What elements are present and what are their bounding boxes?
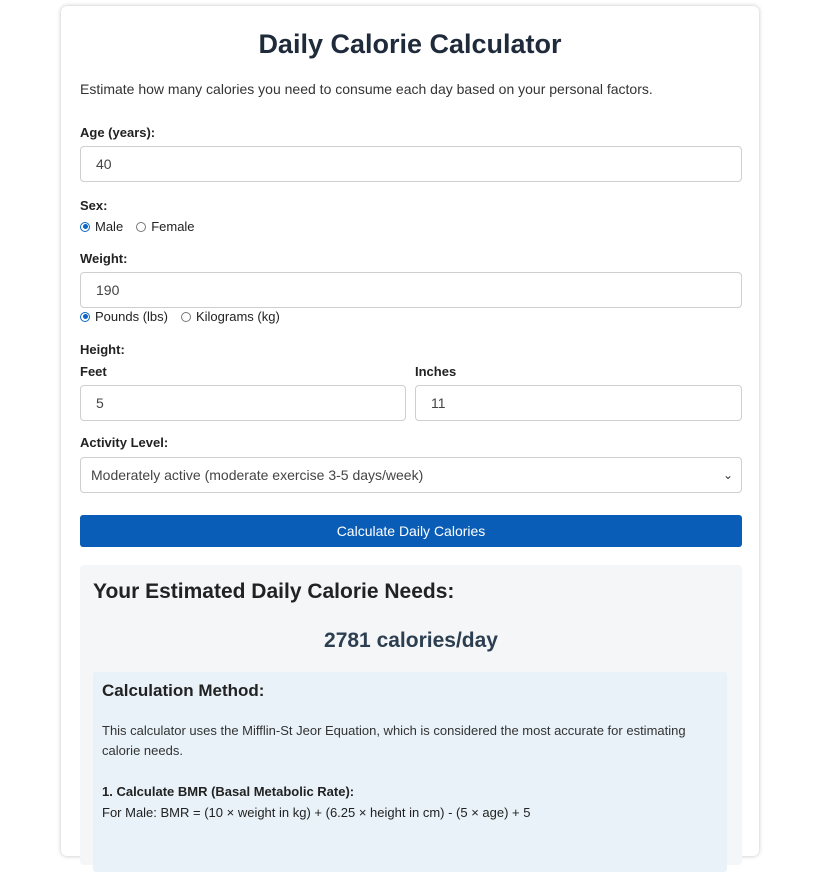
- activity-selected-value: Moderately active (moderate exercise 3-5 days/week): [91, 467, 424, 483]
- female-label: Female: [151, 219, 195, 234]
- lbs-radio[interactable]: [80, 312, 90, 322]
- calculation-method-box: [93, 672, 727, 872]
- results-panel: [80, 565, 742, 865]
- feet-label: Feet: [80, 364, 107, 379]
- age-input[interactable]: 40: [80, 146, 742, 182]
- activity-select[interactable]: [80, 457, 742, 493]
- male-label: Male: [95, 219, 124, 234]
- unit-option-lbs[interactable]: [80, 309, 168, 324]
- unit-option-kg[interactable]: [181, 309, 280, 324]
- feet-input[interactable]: 5: [80, 385, 406, 421]
- sex-label: Sex:: [80, 198, 108, 213]
- method-step-bmr: 1. Calculate BMR (Basal Metabolic Rate):: [102, 784, 355, 799]
- method-description: This calculator uses the Mifflin-St Jeor Equation, which is considered the most accurate for estimating calorie needs.: [102, 723, 686, 758]
- sex-option-male[interactable]: [80, 219, 123, 234]
- calorie-result: 2781 calories/day: [324, 629, 498, 652]
- sex-radio-group: [80, 219, 208, 234]
- weight-unit-radio-group: [80, 309, 293, 324]
- calculator-card: [61, 6, 759, 856]
- female-radio[interactable]: [136, 222, 146, 232]
- method-formula-male: For Male: BMR = (10 × weight in kg) + (6.25 × height in cm) - (5 × age) + 5: [102, 805, 531, 820]
- sex-option-female[interactable]: [136, 219, 194, 234]
- age-label: Age (years):: [80, 125, 156, 140]
- method-title: Calculation Method:: [102, 681, 265, 700]
- male-radio[interactable]: [80, 222, 90, 232]
- activity-label: Activity Level:: [80, 435, 169, 450]
- inches-input[interactable]: 11: [415, 385, 742, 421]
- weight-label: Weight:: [80, 251, 128, 266]
- page-title: Daily Calorie Calculator: [258, 29, 562, 59]
- intro-text: Estimate how many calories you need to consume each day based on your personal factors.: [80, 81, 653, 97]
- chevron-down-icon: ⌄: [722, 468, 733, 482]
- kg-label: Kilograms (kg): [195, 309, 280, 324]
- lbs-label: Pounds (lbs): [95, 309, 168, 324]
- height-label: Height:: [80, 342, 125, 357]
- weight-input[interactable]: 190: [80, 272, 742, 308]
- kg-radio[interactable]: [181, 312, 191, 322]
- calculate-button[interactable]: Calculate Daily Calories: [80, 515, 742, 547]
- inches-label: Inches: [415, 364, 457, 379]
- results-title: Your Estimated Daily Calorie Needs:: [93, 580, 455, 603]
